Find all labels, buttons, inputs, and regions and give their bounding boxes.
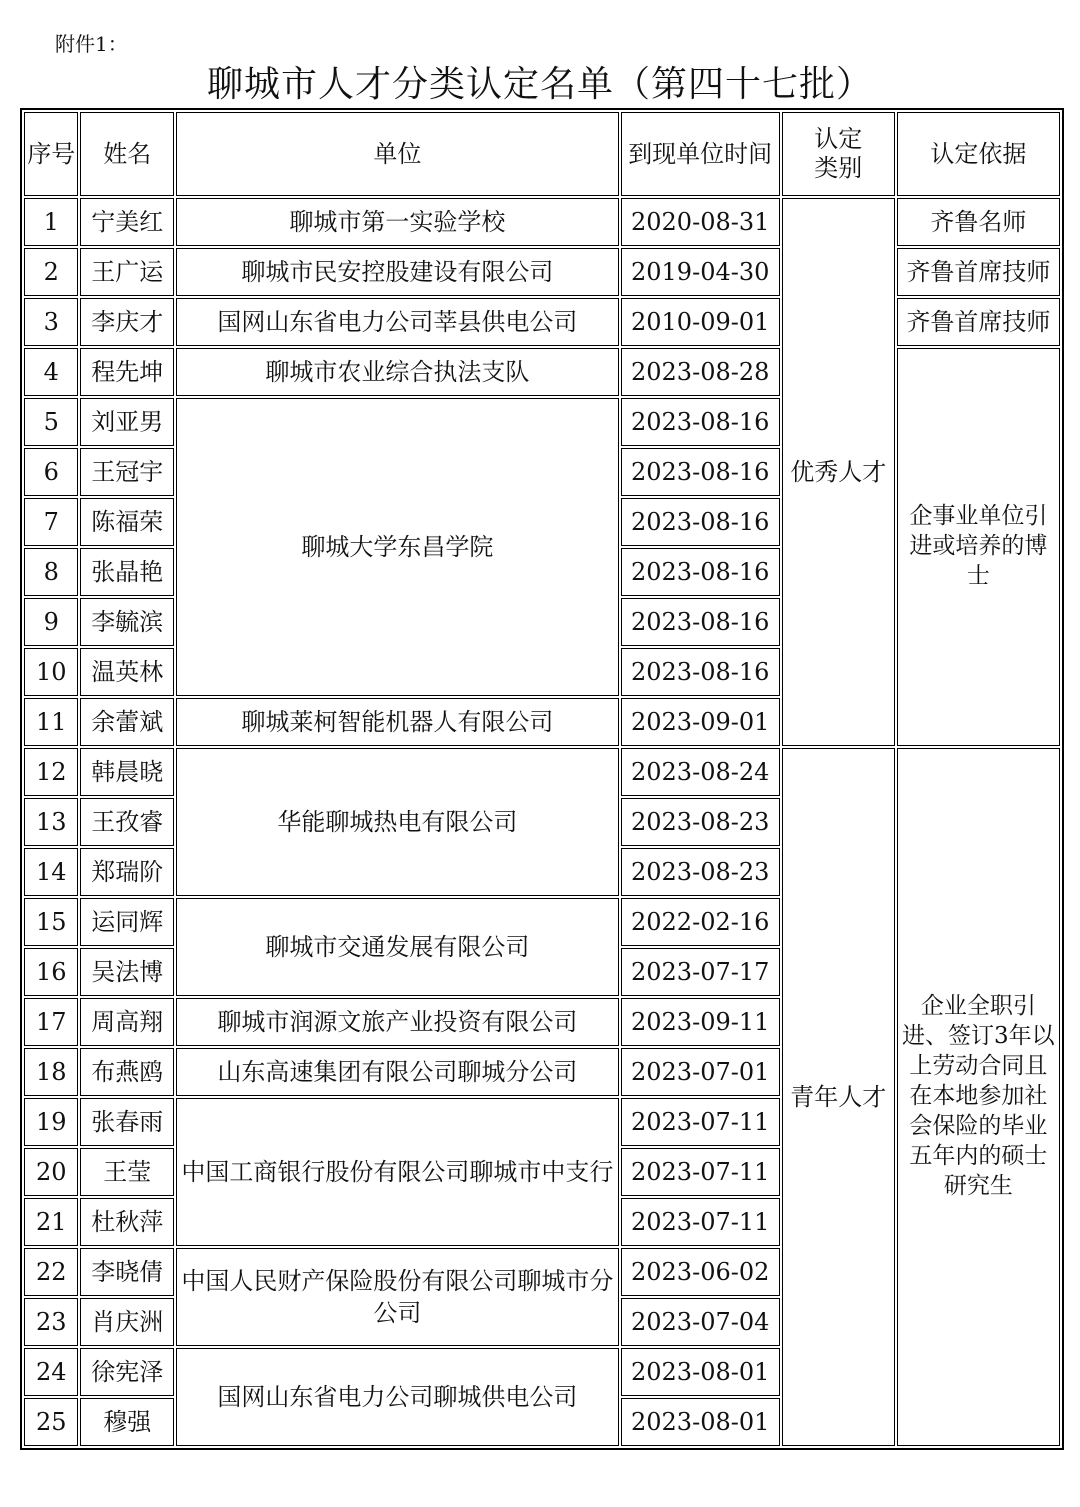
seq-cell: 18: [24, 1048, 78, 1096]
basis-cell: 齐鲁首席技师: [897, 298, 1060, 346]
seq-cell: 5: [24, 398, 78, 446]
name-cell: 吴法博: [80, 948, 174, 996]
date-cell: 2023-07-17: [621, 948, 780, 996]
basis-cell: 齐鲁首席技师: [897, 248, 1060, 296]
seq-cell: 6: [24, 448, 78, 496]
seq-cell: 14: [24, 848, 78, 896]
unit-cell: 山东高速集团有限公司聊城分公司: [176, 1048, 618, 1096]
name-cell: 刘亚男: [80, 398, 174, 446]
header-unit: 单位: [176, 112, 618, 196]
name-cell: 王冠宇: [80, 448, 174, 496]
table-row: [24, 348, 1060, 396]
date-cell: 2022-02-16: [621, 898, 780, 946]
name-cell: 张晶艳: [80, 548, 174, 596]
talent-list-table: [20, 108, 1064, 1450]
seq-cell: 12: [24, 748, 78, 796]
name-cell: 宁美红: [80, 198, 174, 246]
seq-cell: 2: [24, 248, 78, 296]
date-cell: 2020-08-31: [621, 198, 780, 246]
unit-cell: 中国人民财产保险股份有限公司聊城市分公司: [176, 1248, 618, 1346]
header-category-line1: 认定: [814, 125, 863, 154]
basis-cell: 齐鲁名师: [897, 198, 1060, 246]
unit-cell: 聊城市润源文旅产业投资有限公司: [176, 998, 618, 1046]
name-cell: 杜秋萍: [80, 1198, 174, 1246]
name-cell: 肖庆洲: [80, 1298, 174, 1346]
seq-cell: 3: [24, 298, 78, 346]
seq-cell: 10: [24, 648, 78, 696]
seq-cell: 25: [24, 1398, 78, 1446]
header-name: 姓名: [80, 112, 174, 196]
date-cell: 2023-08-01: [621, 1398, 780, 1446]
date-cell: 2023-08-23: [621, 848, 780, 896]
name-cell: 程先坤: [80, 348, 174, 396]
name-cell: 郑瑞阶: [80, 848, 174, 896]
seq-cell: 4: [24, 348, 78, 396]
header-category: [782, 112, 895, 196]
unit-cell: 聊城莱柯智能机器人有限公司: [176, 698, 618, 746]
seq-cell: 16: [24, 948, 78, 996]
seq-cell: 11: [24, 698, 78, 746]
name-cell: 余蕾斌: [80, 698, 174, 746]
date-cell: 2023-08-28: [621, 348, 780, 396]
unit-cell: 国网山东省电力公司莘县供电公司: [176, 298, 618, 346]
name-cell: 王莹: [80, 1148, 174, 1196]
unit-cell: 聊城市农业综合执法支队: [176, 348, 618, 396]
unit-cell: 聊城市第一实验学校: [176, 198, 618, 246]
name-cell: 布燕鸥: [80, 1048, 174, 1096]
table-row: [24, 198, 1060, 246]
document-title: 聊城市人才分类认定名单（第四十七批）: [206, 64, 873, 105]
unit-cell: 聊城市交通发展有限公司: [176, 898, 618, 996]
seq-cell: 13: [24, 798, 78, 846]
table-row: [24, 248, 1060, 296]
header-category-line2: 类别: [814, 154, 863, 182]
header-seq: 序号: [24, 112, 78, 196]
name-cell: 李毓滨: [80, 598, 174, 646]
header-date: 到现单位时间: [621, 112, 780, 196]
seq-cell: 23: [24, 1298, 78, 1346]
date-cell: 2023-08-16: [621, 548, 780, 596]
table-header-row: [24, 112, 1060, 196]
table-row: [24, 298, 1060, 346]
seq-cell: 7: [24, 498, 78, 546]
basis-cell: 企事业单位引进或培养的博士: [897, 348, 1060, 746]
name-cell: 王广运: [80, 248, 174, 296]
name-cell: 运同辉: [80, 898, 174, 946]
name-cell: 李晓倩: [80, 1248, 174, 1296]
name-cell: 周高翔: [80, 998, 174, 1046]
name-cell: 韩晨晓: [80, 748, 174, 796]
unit-cell: 国网山东省电力公司聊城供电公司: [176, 1348, 618, 1446]
seq-cell: 1: [24, 198, 78, 246]
category-cell: 青年人才: [782, 748, 895, 1446]
date-cell: 2023-08-16: [621, 498, 780, 546]
unit-cell: 中国工商银行股份有限公司聊城市中支行: [176, 1098, 618, 1246]
date-cell: 2023-08-01: [621, 1348, 780, 1396]
table-row: [24, 748, 1060, 796]
name-cell: 穆强: [80, 1398, 174, 1446]
name-cell: 陈福荣: [80, 498, 174, 546]
unit-cell: 聊城市民安控股建设有限公司: [176, 248, 618, 296]
category-cell: 优秀人才: [782, 198, 895, 746]
date-cell: 2019-04-30: [621, 248, 780, 296]
seq-cell: 24: [24, 1348, 78, 1396]
seq-cell: 17: [24, 998, 78, 1046]
seq-cell: 19: [24, 1098, 78, 1146]
header-basis: 认定依据: [897, 112, 1060, 196]
name-cell: 温英林: [80, 648, 174, 696]
name-cell: 张春雨: [80, 1098, 174, 1146]
date-cell: 2023-08-23: [621, 798, 780, 846]
date-cell: 2023-06-02: [621, 1248, 780, 1296]
unit-cell: 聊城大学东昌学院: [176, 398, 618, 696]
date-cell: 2023-07-04: [621, 1298, 780, 1346]
name-cell: 李庆才: [80, 298, 174, 346]
date-cell: 2023-07-11: [621, 1198, 780, 1246]
date-cell: 2023-08-24: [621, 748, 780, 796]
date-cell: 2023-08-16: [621, 448, 780, 496]
date-cell: 2023-07-01: [621, 1048, 780, 1096]
seq-cell: 15: [24, 898, 78, 946]
basis-cell: 企业全职引进、签订3年以上劳动合同且在本地参加社会保险的毕业五年内的硕士研究生: [897, 748, 1060, 1446]
name-cell: 徐宪泽: [80, 1348, 174, 1396]
attachment-label: 附件1：: [55, 32, 128, 56]
name-cell: 王孜睿: [80, 798, 174, 846]
date-cell: 2023-08-16: [621, 398, 780, 446]
date-cell: 2023-09-11: [621, 998, 780, 1046]
seq-cell: 21: [24, 1198, 78, 1246]
seq-cell: 20: [24, 1148, 78, 1196]
seq-cell: 22: [24, 1248, 78, 1296]
date-cell: 2023-08-16: [621, 598, 780, 646]
seq-cell: 9: [24, 598, 78, 646]
date-cell: 2023-07-11: [621, 1148, 780, 1196]
seq-cell: 8: [24, 548, 78, 596]
date-cell: 2023-08-16: [621, 648, 780, 696]
date-cell: 2010-09-01: [621, 298, 780, 346]
date-cell: 2023-09-01: [621, 698, 780, 746]
unit-cell: 华能聊城热电有限公司: [176, 748, 618, 896]
date-cell: 2023-07-11: [621, 1098, 780, 1146]
